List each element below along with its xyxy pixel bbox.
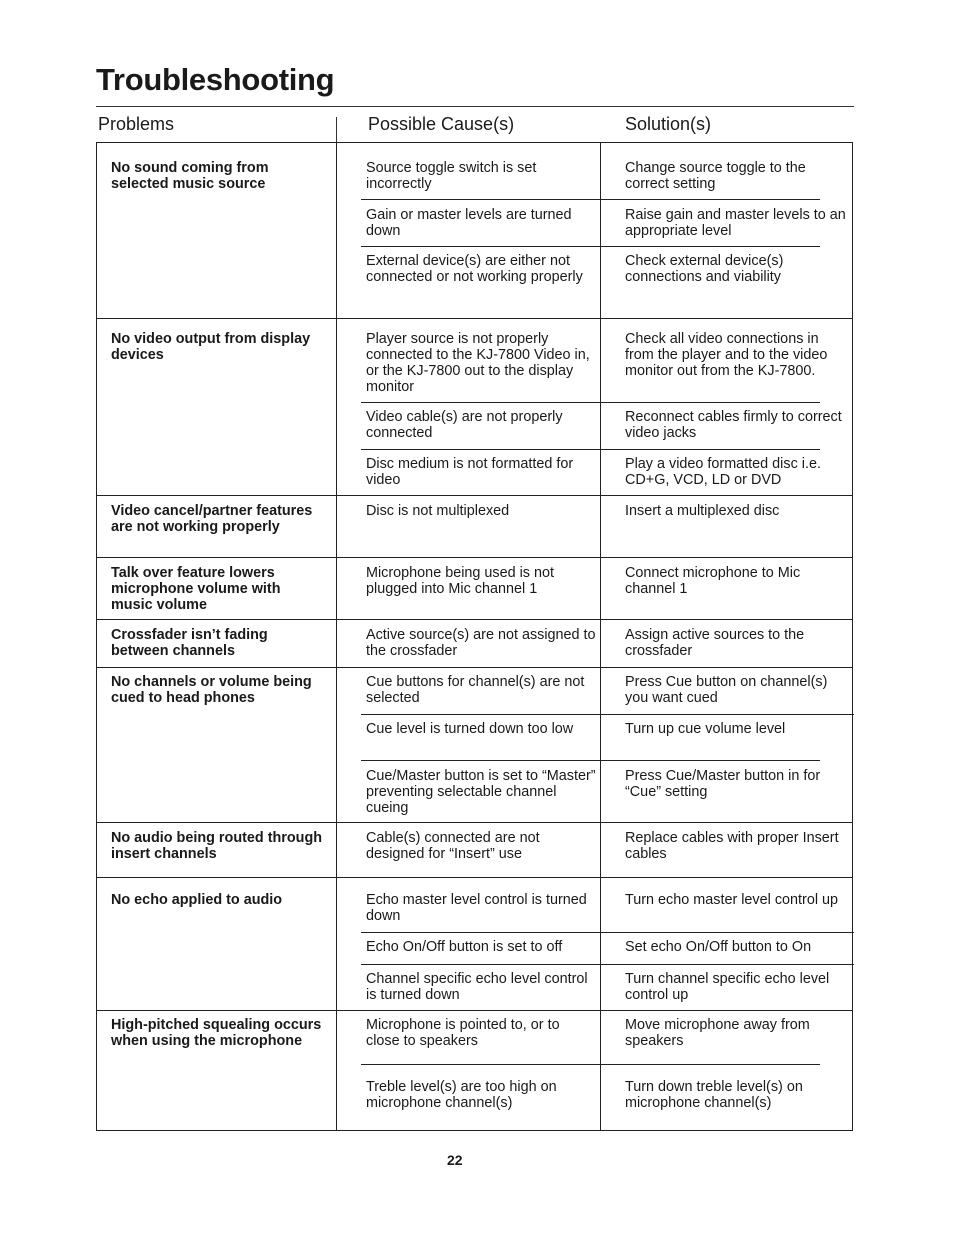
solution-text: Move microphone away from speakers <box>625 1017 810 1049</box>
solution-text: Assign active sources to the crossfader <box>625 627 805 659</box>
solution-text: Press Cue/Master button in for “Cue” setting <box>625 768 821 800</box>
cause-text: Cable(s) connected are not designed for “Insert” use <box>366 830 540 862</box>
cause-row-divider <box>361 714 600 715</box>
cause-row-divider <box>361 246 600 247</box>
solution-row-divider <box>600 246 820 247</box>
cause-row-divider <box>361 199 600 200</box>
cause-row-divider <box>361 402 600 403</box>
solution-text: Replace cables with proper Insert cables <box>625 830 839 862</box>
solution-text: Turn up cue volume level <box>625 721 786 737</box>
cause-text: Source toggle switch is set incorrectly <box>366 160 537 192</box>
problem-text: Video cancel/partner features are not working properly <box>111 503 313 535</box>
solution-row-divider <box>600 760 820 761</box>
problem-text: Talk over feature lowers microphone volume with music volume <box>111 565 281 613</box>
header-solutions: Solution(s) <box>625 114 712 134</box>
solution-text: Set echo On/Off button to On <box>625 939 812 955</box>
cause-text: Video cable(s) are not properly connected <box>366 409 563 441</box>
cause-text: Echo On/Off button is set to off <box>366 939 563 955</box>
cause-text: Player source is not properly connected to the KJ-7800 Video in, or the KJ-7800 out to the display monitor <box>366 331 590 395</box>
cause-text: Microphone is pointed to, or to close to speakers <box>366 1017 560 1049</box>
problem-text: Crossfader isn’t fading between channels <box>111 627 268 659</box>
problem-group <box>97 495 852 557</box>
cause-row-divider <box>361 760 600 761</box>
cause-text: Treble level(s) are too high on microphone channel(s) <box>366 1079 557 1111</box>
solution-text: Raise gain and master levels to an appropriate level <box>625 207 846 239</box>
page-title: Troubleshooting <box>96 62 335 97</box>
problem-group <box>97 877 852 1010</box>
problem-group <box>97 143 852 318</box>
cause-text: Active source(s) are not assigned to the crossfader <box>366 627 596 659</box>
cause-row-divider <box>361 449 600 450</box>
solution-text: Change source toggle to the correct setting <box>625 160 806 192</box>
cause-text: Echo master level control is turned down <box>366 892 587 924</box>
cause-text: Disc medium is not formatted for video <box>366 456 574 488</box>
title-divider <box>96 106 854 107</box>
solution-text: Turn channel specific echo level control up <box>625 971 830 1003</box>
solution-text: Check external device(s) connections and viability <box>625 253 784 285</box>
solution-row-divider <box>600 449 820 450</box>
solution-text: Reconnect cables firmly to correct video jacks <box>625 409 842 441</box>
header-problems: Problems <box>98 114 175 134</box>
solution-row-divider <box>600 964 854 965</box>
cause-text: Cue/Master button is set to “Master” preventing selectable channel cueing <box>366 768 596 816</box>
problem-group <box>97 557 852 619</box>
solution-text: Connect microphone to Mic channel 1 <box>625 565 801 597</box>
cause-text: Microphone being used is not plugged into Mic channel 1 <box>366 565 554 597</box>
cause-row-divider <box>361 932 600 933</box>
solution-text: Check all video connections in from the player and to the video monitor out from the KJ-7800. <box>625 331 828 379</box>
problem-group <box>97 822 852 877</box>
cause-text: External device(s) are either not connected or not working properly <box>366 253 583 285</box>
solution-text: Turn down treble level(s) on microphone channel(s) <box>625 1079 803 1111</box>
solution-text: Press Cue button on channel(s) you want cued <box>625 674 828 706</box>
problem-text: No audio being routed through insert channels <box>111 830 323 862</box>
page-number: 22 <box>447 1152 463 1168</box>
cause-text: Gain or master levels are turned down <box>366 207 572 239</box>
solution-text: Insert a multiplexed disc <box>625 503 780 519</box>
troubleshooting-table <box>96 142 853 1131</box>
solution-row-divider <box>600 402 820 403</box>
problem-text: High-pitched squealing occurs when using the microphone <box>111 1017 322 1049</box>
problem-group <box>97 318 852 495</box>
solution-row-divider <box>600 932 854 933</box>
problem-text: No sound coming from selected music source <box>111 160 269 192</box>
solution-row-divider <box>600 199 820 200</box>
cause-row-divider <box>361 964 600 965</box>
problem-text: No echo applied to audio <box>111 892 283 908</box>
cause-text: Cue buttons for channel(s) are not selected <box>366 674 585 706</box>
problem-group <box>97 619 852 667</box>
solution-text: Play a video formatted disc i.e. CD+G, VCD, LD or DVD <box>625 456 821 488</box>
cause-row-divider <box>361 1064 600 1065</box>
solution-text: Turn echo master level control up <box>625 892 839 908</box>
problem-text: No video output from display devices <box>111 331 311 363</box>
cause-text: Disc is not multiplexed <box>366 503 510 519</box>
problem-text: No channels or volume being cued to head phones <box>111 674 312 706</box>
solution-row-divider <box>600 1064 820 1065</box>
cause-text: Cue level is turned down too low <box>366 721 574 737</box>
problem-group <box>97 667 852 822</box>
solution-row-divider <box>600 714 854 715</box>
header-separator <box>336 117 337 142</box>
cause-text: Channel specific echo level control is turned down <box>366 971 588 1003</box>
problem-group <box>97 1010 852 1131</box>
header-causes: Possible Cause(s) <box>368 114 515 134</box>
